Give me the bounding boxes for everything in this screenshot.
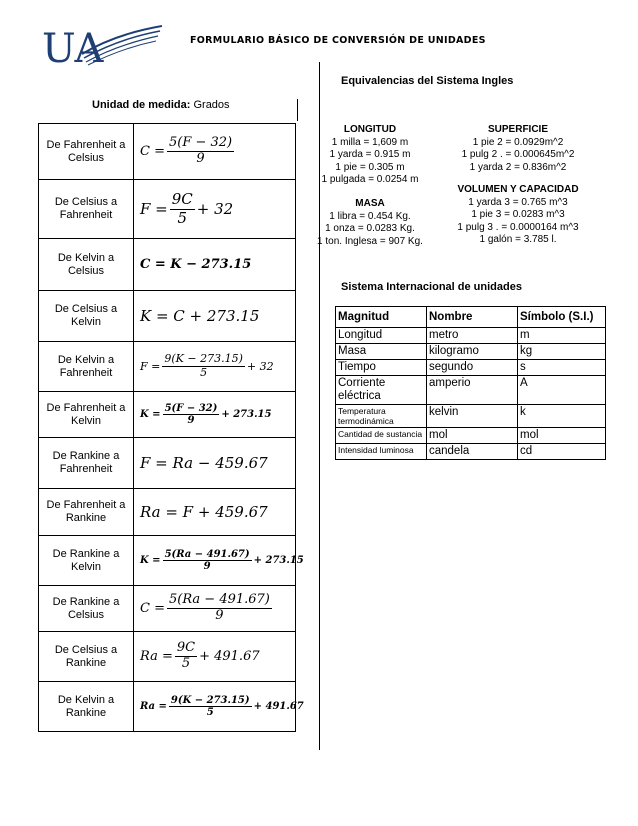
formula-rhs: + 32 xyxy=(246,360,274,373)
magnitud-cell: Longitud xyxy=(336,328,427,344)
formula-lhs: Ra = xyxy=(140,701,167,712)
simbolo-cell: kg xyxy=(518,344,606,360)
masa-line: 1 ton. Inglesa = 907 Kg. xyxy=(317,235,423,247)
column-header: Nombre xyxy=(427,307,518,328)
formula-numerator: 5(F − 32) xyxy=(164,402,218,414)
formula-lhs: C = xyxy=(140,144,165,159)
longitud-line: 1 pie = 0.305 m xyxy=(335,161,405,173)
formula-lhs: K = xyxy=(140,409,161,420)
formula-numerator: 5(Ra − 491.67) xyxy=(164,548,250,560)
table-row xyxy=(336,328,606,344)
table-row xyxy=(39,586,296,632)
longitud-block xyxy=(310,124,430,187)
masa-line: 1 libra = 0.454 Kg. xyxy=(329,210,411,222)
superficie-block xyxy=(446,124,590,174)
volumen-title: VOLUMEN Y CAPACIDAD xyxy=(457,184,579,195)
formula-cell xyxy=(134,392,296,438)
table-row xyxy=(336,444,606,460)
magnitud-cell: Tiempo xyxy=(336,360,427,376)
formula-cell xyxy=(134,342,296,392)
magnitud-cell: Intensidad luminosa xyxy=(336,444,427,460)
volumen-line: 1 pulg 3 . = 0.0000164 m^3 xyxy=(457,221,579,233)
formula-numerator: 9(K − 273.15) xyxy=(170,694,250,706)
volumen-line: 1 galón = 3.785 l. xyxy=(479,234,557,245)
formula-lhs: Ra = xyxy=(140,649,173,664)
table-row xyxy=(39,342,296,392)
logo-text: UA xyxy=(42,26,104,70)
table-row xyxy=(336,405,606,428)
formula-cell xyxy=(134,682,304,732)
formula-cell xyxy=(134,124,296,180)
table-row xyxy=(336,360,606,376)
conversion-label: De Celsius a Rankine xyxy=(39,632,134,682)
conversion-label: De Celsius a Fahrenheit xyxy=(39,180,134,239)
conversion-label: De Rankine a Fahrenheit xyxy=(39,438,134,489)
simbolo-cell: mol xyxy=(518,428,606,444)
formula-cell xyxy=(134,180,296,239)
table-row xyxy=(39,180,296,239)
table-row xyxy=(39,536,296,586)
nombre-cell: segundo xyxy=(427,360,518,376)
conversion-label: De Rankine a Kelvin xyxy=(39,536,134,586)
nombre-cell: kilogramo xyxy=(427,344,518,360)
unit-value: Grados xyxy=(193,99,230,111)
superficie-line: 1 pulg 2 . = 0.000645m^2 xyxy=(461,149,575,160)
masa-line: 1 onza = 0.0283 Kg. xyxy=(325,223,415,234)
simbolo-cell: m xyxy=(518,328,606,344)
equivalencias-title: Equivalencias del Sistema Ingles xyxy=(341,75,514,87)
longitud-line: 1 milla = 1,609 m xyxy=(331,136,409,148)
formula-denominator: 9 xyxy=(215,608,224,623)
table-header-row xyxy=(336,307,606,328)
table-row xyxy=(336,376,606,405)
magnitud-cell: Temperatura termodinámica xyxy=(336,405,427,428)
nombre-cell: kelvin xyxy=(427,405,518,428)
formula-numerator: 5(F − 32) xyxy=(168,135,233,151)
formula-numerator: 9C xyxy=(176,640,196,656)
formula-cell: Ra = F + 459.67 xyxy=(134,489,296,536)
formula-cell xyxy=(134,632,296,682)
formula-lhs: K = xyxy=(140,555,161,566)
simbolo-cell: cd xyxy=(518,444,606,460)
formula-denominator: 5 xyxy=(177,208,188,227)
longitud-line: 1 yarda = 0.915 m xyxy=(329,149,411,160)
superficie-line: 1 yarda 2 = 0.836m^2 xyxy=(469,161,567,173)
column-header: Magnitud xyxy=(336,307,427,328)
formula-numerator: 5(Ra − 491.67) xyxy=(168,592,270,608)
table-row xyxy=(39,438,296,489)
formula-cell: C = K − 273.15 xyxy=(134,239,296,291)
formula-denominator: 5 xyxy=(206,707,214,718)
conversion-label: De Fahrenheit a Celsius xyxy=(39,124,134,180)
formula-cell: K = C + 273.15 xyxy=(134,291,296,342)
conversion-label: De Fahrenheit a Kelvin xyxy=(39,392,134,438)
conversion-label: De Celsius a Kelvin xyxy=(39,291,134,342)
simbolo-cell: s xyxy=(518,360,606,376)
document-title: FORMULARIO BÁSICO DE CONVERSIÓN DE UNIDADES xyxy=(190,35,486,46)
magnitud-cell: Masa xyxy=(336,344,427,360)
longitud-line: 1 pulgada = 0.0254 m xyxy=(321,174,419,185)
conversion-label: De Fahrenheit a Rankine xyxy=(39,489,134,536)
si-title: Sistema Internacional de unidades xyxy=(341,281,522,293)
formula-cell xyxy=(134,536,304,586)
table-row xyxy=(39,291,296,342)
simbolo-cell: A xyxy=(518,376,606,405)
longitud-title: LONGITUD xyxy=(343,124,397,135)
formula-rhs: + 491.67 xyxy=(199,649,260,664)
volumen-line: 1 pie 3 = 0.0283 m^3 xyxy=(471,209,565,220)
masa-block xyxy=(306,198,434,248)
formula-numerator: 9(K − 273.15) xyxy=(164,352,243,366)
formula-cell: F = Ra − 459.67 xyxy=(134,438,296,489)
table-row xyxy=(39,392,296,438)
conversion-table xyxy=(38,123,304,732)
formula-denominator: 9 xyxy=(203,561,211,572)
formula-lhs: F = xyxy=(140,360,161,373)
formula-lhs: F = xyxy=(140,200,168,218)
formula-rhs: + 273.15 xyxy=(253,555,304,566)
si-table xyxy=(335,306,606,460)
superficie-line: 1 pie 2 = 0.0929m^2 xyxy=(472,136,564,148)
magnitud-cell: Cantidad de sustancia xyxy=(336,428,427,444)
formula-rhs: + 32 xyxy=(196,200,234,218)
conversion-label: De Kelvin a Rankine xyxy=(39,682,134,732)
table-row xyxy=(336,428,606,444)
table-row xyxy=(39,124,296,180)
formula-cell xyxy=(134,586,296,632)
formula-denominator: 5 xyxy=(181,656,191,671)
simbolo-cell: k xyxy=(518,405,606,428)
formula-numerator: 9C xyxy=(171,190,193,209)
formula-rhs: + 273.15 xyxy=(221,409,272,420)
table-row xyxy=(39,682,296,732)
unit-label: Unidad de medida: xyxy=(92,99,191,111)
formula-denominator: 9 xyxy=(196,151,205,166)
volumen-line: 1 yarda 3 = 0.765 m^3 xyxy=(468,196,568,208)
formula-denominator: 5 xyxy=(200,366,208,379)
volumen-block xyxy=(446,184,590,247)
divider xyxy=(297,99,298,121)
magnitud-cell: Corriente eléctrica xyxy=(336,376,427,405)
superficie-title: SUPERFICIE xyxy=(487,124,548,135)
conversion-label: De Rankine a Celsius xyxy=(39,586,134,632)
conversion-label: De Kelvin a Fahrenheit xyxy=(39,342,134,392)
formula-lhs: C = xyxy=(140,601,165,616)
column-header: Símbolo (S.I.) xyxy=(518,307,606,328)
table-row xyxy=(39,632,296,682)
conversion-label: De Kelvin a Celsius xyxy=(39,239,134,291)
nombre-cell: amperio xyxy=(427,376,518,405)
masa-title: MASA xyxy=(355,198,385,209)
nombre-cell: mol xyxy=(427,428,518,444)
table-row xyxy=(336,344,606,360)
unit-of-measure xyxy=(92,99,230,111)
formula-denominator: 9 xyxy=(187,415,195,426)
ua-logo xyxy=(42,20,162,70)
nombre-cell: metro xyxy=(427,328,518,344)
table-row xyxy=(39,239,296,291)
nombre-cell: candela xyxy=(427,444,518,460)
table-row xyxy=(39,489,296,536)
formula-rhs: + 491.67 xyxy=(253,701,304,712)
